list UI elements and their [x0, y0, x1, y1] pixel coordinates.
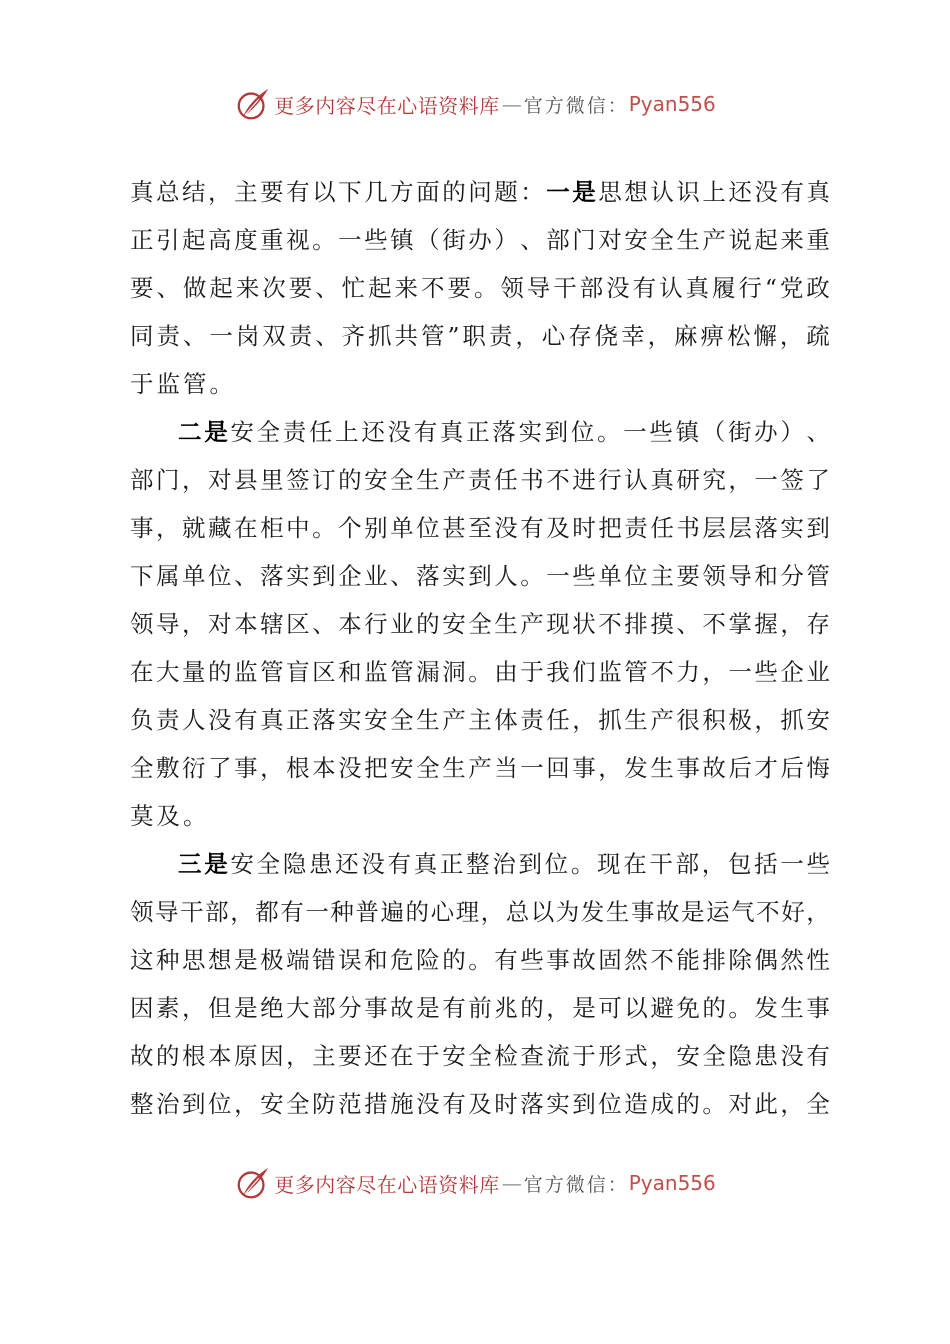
text-line: 事 ， 就 藏 在 柜 中 。 个 别 单 位 甚 至 没 有 及 时 把 责 任 书 层 层 落 实 到	[130, 514, 830, 542]
text-line: 故 的 根 本 原 因 ， 主 要 还 在 于 安 全 检 查 流 于 形 式 ， 安 全 隐 患 没 有	[130, 1042, 830, 1070]
text-line: 因 素 ， 但 是 绝 大 部 分 事 故 是 有 前 兆 的 ， 是 可 以 避 免 的 。 发 生 事	[130, 994, 830, 1022]
header-dash: —	[501, 92, 522, 116]
text-line: 领 导 ， 对 本 辖 区 、 本 行 业 的 安 全 生 产 现 状 不 排 摸 、 不 掌 握 ， 存	[130, 610, 830, 638]
text-line	[130, 360, 830, 408]
footer-slogan: 更多内容尽在心语资料库	[274, 1172, 500, 1197]
text-line: 下 属 单 位 、 落 实 到 企 业 、 落 实 到 人 。 一 些 单 位 主 要 领 导 和 分 管	[130, 562, 830, 590]
footer-wechat-label: 官方微信：	[523, 1173, 629, 1196]
text-line: 负 责 人 没 有 真 正 落 实 安 全 生 产 主 体 责 任 ， 抓 生 产 很 积 极 ， 抓 安	[130, 706, 830, 734]
header-wechat-id: Pyan556	[628, 92, 716, 116]
header-banner	[0, 82, 950, 126]
text-line: 整 治 到 位 ， 安 全 防 范 措 施 没 有 及 时 落 实 到 位 造 成 的 。 对 此 ， 全	[130, 1090, 830, 1118]
text-line	[130, 792, 830, 840]
text-line: 全 敷 衍 了 事 ， 根 本 没 把 安 全 生 产 当 一 回 事 ， 发 生 事 故 后 才 后 悔	[130, 754, 830, 782]
text-line: 正 引 起 高 度 重 视 。 一 些 镇 （ 街 办 ） 、 部 门 对 安 全 生 产 说 起 来 重	[130, 226, 830, 254]
footer-banner	[0, 1161, 950, 1205]
text-run: 于监管。	[130, 370, 236, 398]
document-body	[130, 168, 830, 1128]
text-line: 同 责 、 一 岗 双 责 、 齐 抓 共 管 ” 职 责 ， 心 存 侥 幸 ， 麻 痹 松 懈 ， 疏	[130, 322, 830, 350]
quill-pen-logo-icon	[234, 1164, 272, 1202]
text-line: 在 大 量 的 监 管 盲 区 和 监 管 漏 洞 。 由 于 我 们 监 管 不 力 ， 一 些 企 业	[130, 658, 830, 686]
text-line: 要 、 做 起 来 次 要 、 忙 起 来 不 要 。 领 导 干 部 没 有 认 真 履 行 “ 党 政	[130, 274, 830, 302]
header-slogan: 更多内容尽在心语资料库	[274, 93, 500, 118]
text-line: 领 导 干 部 ， 都 有 一 种 普 遍 的 心 理 ， 总 以 为 发 生 事 故 是 运 气 不 好 ，	[130, 898, 830, 926]
text-line: 二 是 安 全 责 任 上 还 没 有 真 正 落 实 到 位 。 一 些 镇 （ 街 办 ） 、	[178, 418, 830, 446]
footer-dash: —	[501, 1171, 522, 1195]
text-line: 这 种 思 想 是 极 端 错 误 和 危 险 的 。 有 些 事 故 固 然 不 能 排 除 偶 然 性	[130, 946, 830, 974]
quill-pen-logo-icon	[234, 85, 272, 123]
footer-wechat-id: Pyan556	[628, 1171, 716, 1195]
text-run: 莫及。	[130, 802, 210, 830]
header-wechat-label: 官方微信：	[523, 94, 629, 117]
text-line: 部 门 ， 对 县 里 签 订 的 安 全 生 产 责 任 书 不 进 行 认 真 研 究 ， 一 签 了	[130, 466, 830, 494]
text-line: 三 是 安 全 隐 患 还 没 有 真 正 整 治 到 位 。 现 在 干 部 ， 包 括 一 些	[178, 850, 830, 878]
text-line: 真 总 结 ， 主 要 有 以 下 几 方 面 的 问 题 ： 一 是 思 想 认 识 上 还 没 有 真	[130, 178, 830, 206]
